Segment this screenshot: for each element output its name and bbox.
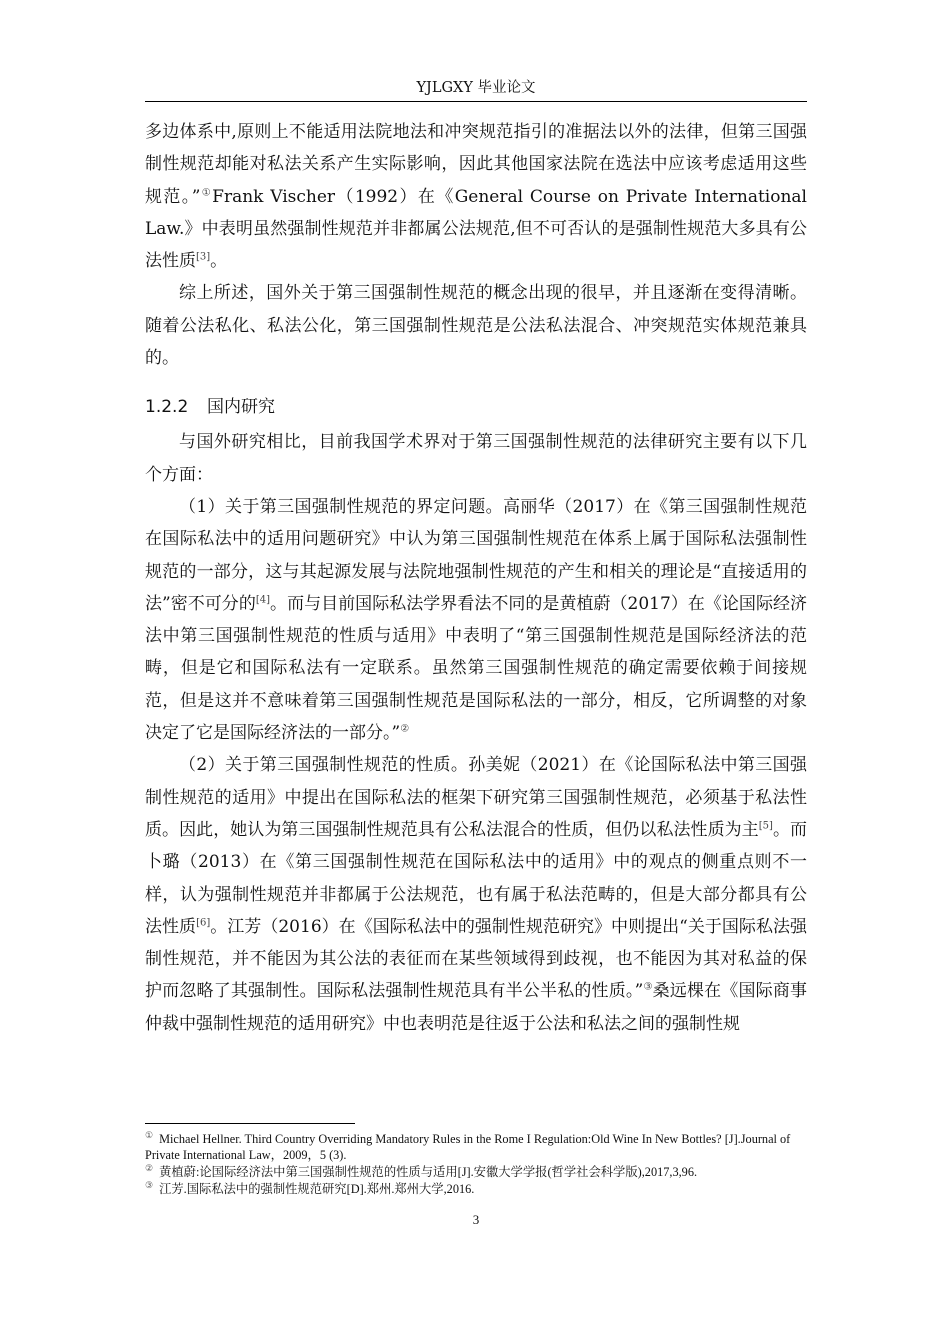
section-heading [145,390,807,424]
citation-ref-4[interactable]: [4] [255,594,271,606]
section-number: 1.2.2 [145,397,189,418]
page-number: 3 [472,1212,480,1227]
paragraph-1-text-a: 多边体系中,原则上不能适用法院地法和冲突规范指引的准据法以外的法律，但第三国强制性规范却能对私法关系产生实际影响，因此其他国家法院在选法中应该考虑适用这些规范。” [145,122,807,207]
paragraph-1-text-b: Frank Vischer（1992）在《General Course on Private International Law.》中表明虽然强制性规范并非都属公法规范,但不可否认的是强制性规范大多具有公法性质 [145,186,807,272]
footnotes [145,1131,807,1198]
paragraph-1 [145,116,807,277]
body-text [145,116,807,1040]
footnote-ref-1[interactable]: ① [200,186,213,198]
paragraph-5-text-c: 。江芳（2016）在《国际私法中的强制性规范研究》中则提出“关于国际私法强制性规范，并不能因为其公法的表征而在某些领域得到歧视，也不能因为其对私益的保护而忽略了其强制性。国际私法强制性规范具有半公半私的性质。” [145,916,808,1002]
footnote-3 [145,1181,807,1197]
paragraph-3: 与国外研究相比，目前我国学术界对于第三国强制性规范的法律研究主要有以下几个方面： [145,432,807,485]
footnote-1-mark: ① [145,1129,154,1140]
footnote-1-text: Michael Hellner. Third Country Overriding Mandatory Rules in the Rome I Regulation:Old Wine In New Bottles? [J].Journal of Private International Law，2009，5 (3). [145,1132,791,1162]
footnote-2-mark: ② [145,1162,154,1173]
citation-ref-5[interactable]: [5] [758,820,773,832]
footnote-2-text: 黄植蔚:论国际经济法中第三国强制性规范的性质与适用[J].安徽大学学报(哲学社会科学版),2017,3,96. [159,1165,698,1179]
footnote-2 [145,1164,807,1180]
paragraph-2: 综上所述，国外关于第三国强制性规范的概念出现的很早，并且逐渐在变得清晰。随着公法私化、私法公化，第三国强制性规范是公法私法混合、冲突规范实体规范兼具的。 [145,283,807,369]
paragraph-5-text-a: （2）关于第三国强制性规范的性质。孙美妮（2021）在《论国际私法中第三国强制性规范的适用》中提出在国际私法的框架下研究第三国强制性规范，必须基于私法性质。因此，她认为第三国强制性规范具有公私法混合的性质，但仍以私法性质为主 [145,755,807,840]
footnote-3-text: 江芳.国际私法中的强制性规范研究[D].郑州.郑州大学,2016. [159,1182,475,1196]
paragraph-1-text-c: 。 [210,251,228,272]
citation-ref-3[interactable]: [3] [196,251,211,263]
footnote-separator [145,1123,355,1124]
paragraph-5 [145,749,807,1040]
section-title: 国内研究 [207,397,275,418]
paragraph-5-text-b: 。而卜璐（2013）在《第三国强制性规范在国际私法中的适用》中的观点的侧重点则不一样，认为强制性规范并非都属于公法规范，也有属于私法范畴的，但是大部分都具有公法性质 [145,819,808,937]
header-rule [145,101,807,102]
citation-ref-6[interactable]: [6] [196,917,211,929]
footnote-3-mark: ③ [145,1179,154,1190]
running-header: YJLGXY 毕业论文 [416,80,536,96]
paragraph-4-text-a: （1）关于第三国强制性规范的界定问题。高丽华（2017）在《第三国强制性规范在国际私法中的适用问题研究》中认为第三国强制性规范在体系上属于国际私法强制性规范的一部分，这与其起源发展与法院地强制性规范的产生和相关的理论是“直接适用的法”密不可分的 [145,496,807,614]
footnote-ref-3[interactable]: ③ [643,981,653,993]
footnote-1 [145,1131,807,1163]
paragraph-4-text-b: 。而与目前国际私法学界看法不同的是黄植蔚（2017）在《论国际经济法中第三国强制性规范的性质与适用》中表明了“第三国强制性规范是国际经济法的范畴，但是它和国际私法有一定联系。虽然第三国强制性规范的确定需要依赖于间接规范，但是这并不意味着第三国强制性规范是国际私法的一部分，相反，它所调整的对象决定了它是国际经济法的一部分。” [145,593,807,744]
paragraph-5-text-d: 桑远棵在《国际商事仲裁中强制性规范的适用研究》中也表明范是往返于公法和私法之间的强制性规 [145,981,808,1034]
paragraph-4 [145,491,807,749]
footnote-ref-2[interactable]: ② [400,723,410,735]
